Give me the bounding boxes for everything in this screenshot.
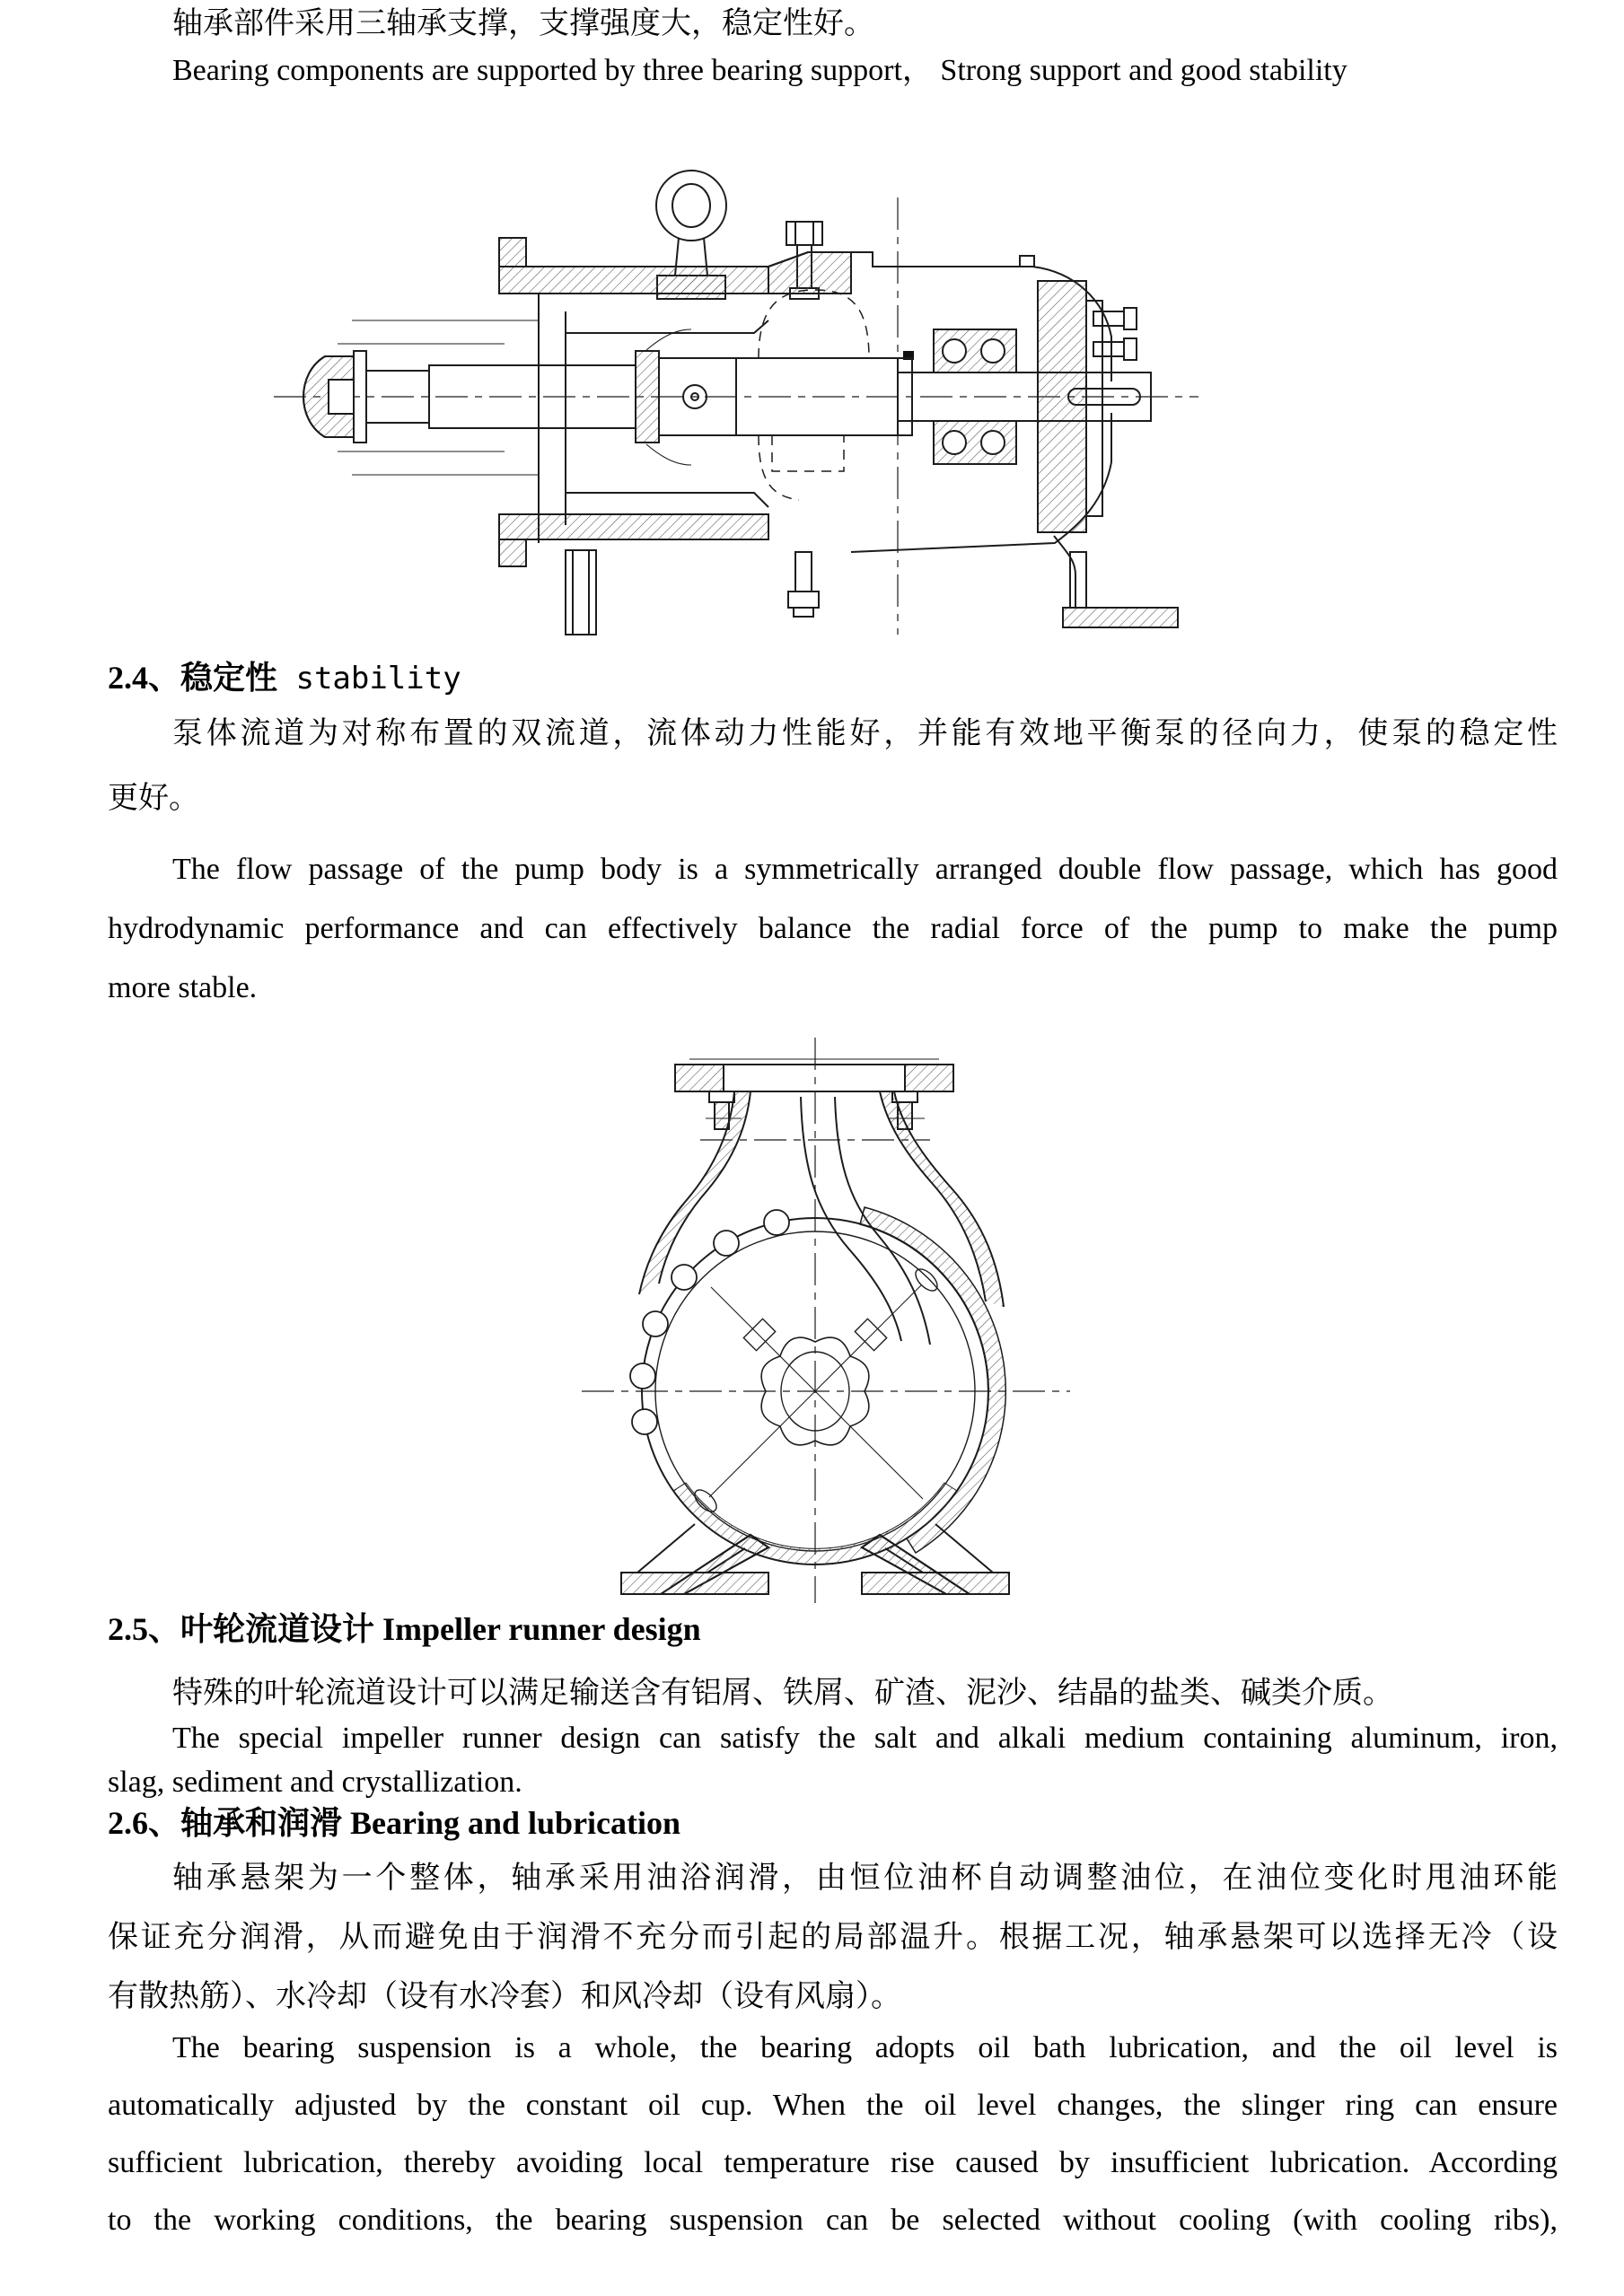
intro-line-zh: 轴承部件采用三轴承支撑，支撑强度大，稳定性好。: [172, 7, 874, 40]
text-line: more stable.: [108, 971, 258, 1004]
text-line: 泵体流道为对称布置的双流道，流体动力性能好，并能有效地平衡泵的径向力，使泵的稳定性: [172, 717, 1558, 750]
text-line: The bearing suspension is a whole, the bearing adopts oil bath lubrication, and the oil level is: [172, 2031, 1558, 2064]
text-line: 有散热筋）、水冷却（设有水冷套）和风冷却（设有风扇）。: [108, 1980, 901, 2013]
support-leg: [566, 550, 596, 635]
cross-section-linework: [274, 171, 1198, 635]
intro-paragraph: [108, 2, 1558, 47]
text-line: 保证充分润滑，从而避免由于润滑不充分而引起的局部温升。根据工况，轴承悬架可以选择无冷（设: [108, 1921, 1558, 1954]
text-line: 特殊的叶轮流道设计可以满足输送含有铝屑、铁屑、矿渣、泥沙、结晶的盐类、碱类介质。: [172, 1677, 1393, 1710]
text-line: The special impeller runner design can satisfy the salt and alkali medium containing aluminum, iron,: [172, 1722, 1558, 1755]
text-line: The flow passage of the pump body is a symmetrically arranged double flow passage, which has good: [172, 853, 1558, 886]
text-line: 更好。: [108, 782, 199, 815]
figure-pump-cross-section: [269, 166, 1203, 637]
pump-volute-front-drawing: [575, 1032, 1077, 1607]
text-line: automatically adjusted by the constant oil cup. When the oil level changes, the slinger ring can ensure: [108, 2089, 1558, 2122]
paragraph-2-4-zh: [108, 702, 1558, 831]
text-line: slag, sediment and crystallization.: [108, 1766, 522, 1799]
paragraph-2-5-en: [108, 1716, 1558, 1804]
paragraph-2-5-zh: [108, 1671, 1558, 1715]
discharge-flange: [675, 1059, 953, 1129]
heading-2-4: [108, 655, 1558, 701]
impeller-hub: [691, 1266, 942, 1516]
casing-top-bracket: [499, 238, 851, 333]
impeller-dashed-outline: [759, 290, 869, 500]
paragraph-2-4-en: [108, 840, 1558, 1018]
volute-linework: [582, 1038, 1070, 1603]
paragraph-2-6-en: [108, 2020, 1558, 2249]
heading-2-6: 2.6、轴承和润滑 Bearing and lubrication: [108, 1805, 681, 1841]
figure-pump-volute: [575, 1032, 1077, 1607]
heading-2-4-zh: 2.4、稳定性: [108, 660, 278, 696]
intro-line-en: Bearing components are supported by three bearing support， Strong support and good stability: [172, 54, 1347, 87]
heading-2-5: 2.5、叶轮流道设计 Impeller runner design: [108, 1611, 701, 1647]
heading-2-4-en: stability: [277, 661, 461, 697]
flange-bolts: [1093, 308, 1137, 360]
text-line: hydrodynamic performance and can effectively balance the radial force of the pump to make the pump: [108, 912, 1558, 945]
support-foot: [1063, 608, 1178, 627]
intro-paragraph-en: [108, 48, 1558, 93]
text-line: to the working conditions, the bearing suspension can be selected without cooling (with cooling ribs),: [108, 2204, 1558, 2237]
text-line: sufficient lubrication, thereby avoiding local temperature rise caused by insufficient lubrication. According: [108, 2146, 1558, 2179]
text-line: 轴承悬架为一个整体，轴承采用油浴润滑，由恒位油杯自动调整油位，在油位变化时甩油环能: [172, 1862, 1558, 1895]
pump-cross-section-drawing: [269, 166, 1203, 637]
paragraph-2-6-zh: [108, 1849, 1558, 2027]
